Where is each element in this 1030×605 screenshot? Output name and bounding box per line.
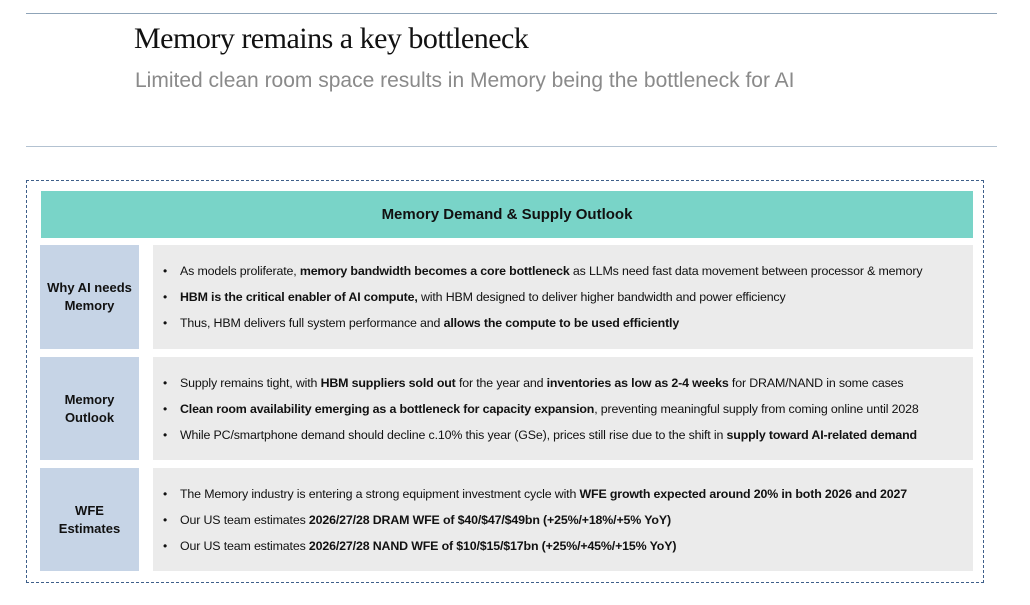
bullet-bold-text: allows the compute to be used efficiently [443, 316, 680, 330]
bullet-text: Supply remains tight, with [180, 375, 321, 390]
row-body-memory-outlook [153, 357, 973, 460]
row-label-wfe-estimates [40, 468, 139, 571]
bullet-bold-text: WFE growth expected around 20% in both 2026 and 2027 [579, 486, 908, 501]
bullet-text: , preventing meaningful supply from coming online until 2028 [594, 401, 919, 416]
bullet-item [163, 481, 973, 507]
bullet-bold-text: Clean room availability emerging as a bottleneck for capacity expansion [180, 401, 595, 416]
bullet-text: for the year and [455, 375, 547, 390]
bullet-item [163, 533, 973, 559]
row-label-line: Why AI needs [47, 280, 132, 295]
bullet-item [163, 370, 973, 396]
bullet-text: for DRAM/NAND in some cases [728, 375, 904, 390]
bullet-text: As models proliferate, [180, 264, 300, 278]
bullet-text: Thus, HBM delivers full system performance and [180, 316, 444, 330]
bullet-item [163, 258, 973, 284]
row-body-wfe-estimates [153, 468, 973, 571]
page-title: Memory remains a key bottleneck [134, 22, 529, 55]
bullet-bold-text: memory bandwidth becomes a core bottleneck [299, 264, 570, 278]
bullet-item [163, 310, 973, 336]
row-label-line: WFE [75, 502, 104, 518]
bullet-item [163, 284, 973, 310]
bullet-item [163, 507, 973, 533]
row-label-line: Estimates [58, 520, 121, 536]
panel-header: Memory Demand & Supply Outlook [41, 191, 973, 238]
bullet-bold-text: supply toward AI-related demand [726, 427, 917, 442]
bullet-text: While PC/smartphone demand should decline c.10% this year (GSe), prices still rise due to the shift in [180, 427, 727, 442]
bullet-text: as LLMs need fast data movement between processor & memory [569, 264, 923, 278]
row-label-line: Memory [64, 391, 115, 407]
bullet-text: Our US team estimates [180, 538, 309, 553]
row-label-memory-outlook [40, 357, 139, 460]
bullet-bold-text: 2026/27/28 DRAM WFE of $40/$47/$49bn (+25%/+18%/+5% YoY) [308, 512, 671, 527]
bullet-item [163, 422, 973, 448]
row-label-line: Memory [64, 298, 115, 313]
bullet-text: with HBM designed to deliver higher bandwidth and power efficiency [417, 290, 786, 304]
bullet-item [163, 396, 973, 422]
page-subtitle: Limited clean room space results in Memory being the bottleneck for AI [135, 69, 795, 92]
bullet-bold-text: inventories as low as 2-4 weeks [546, 375, 729, 390]
row-label-line: Outlook [64, 409, 115, 425]
row-label-why-ai-needs-memory [40, 245, 139, 349]
bullet-text: The Memory industry is entering a strong equipment investment cycle with [180, 486, 580, 501]
bullet-bold-text: HBM suppliers sold out [320, 375, 456, 390]
row-body-why-ai-needs-memory [153, 245, 973, 349]
bullet-bold-text: HBM is the critical enabler of AI compute, [180, 290, 418, 304]
bullet-text: Our US team estimates [180, 512, 309, 527]
header-divider [26, 146, 997, 147]
top-divider [26, 13, 997, 14]
bullet-bold-text: 2026/27/28 NAND WFE of $10/$15/$17bn (+25%/+45%/+15% YoY) [308, 538, 677, 553]
